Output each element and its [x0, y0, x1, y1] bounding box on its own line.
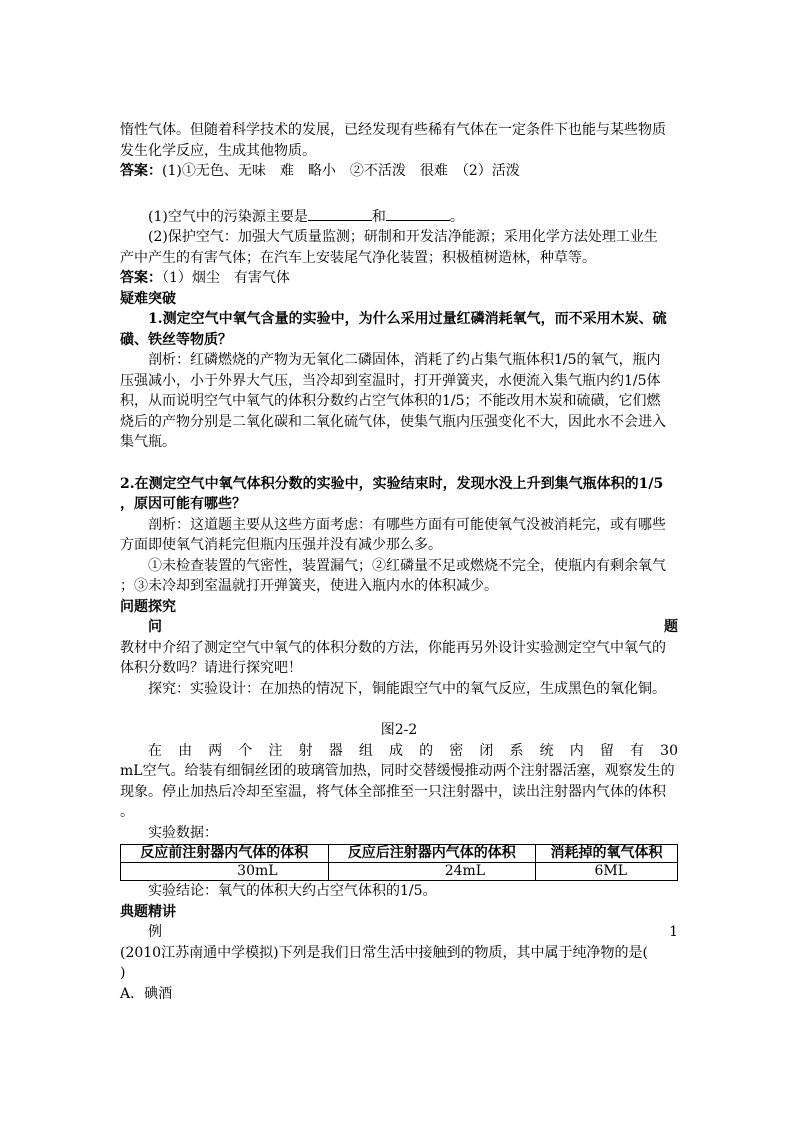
blank-2: [386, 206, 450, 221]
table-row: [121, 863, 678, 881]
table-header: 反应前注射器内气体的体积: [121, 845, 329, 863]
text-line: 集气瓶。: [120, 434, 176, 450]
text-line: 积，从而说明空气中氧气的体积分数约占空气体积的1/5；不能改用木炭和硫磺，它们燃: [120, 393, 661, 409]
question-line: [120, 206, 678, 228]
text-line: (2)保护空气：加强大气质量监测；研制和开发洁净能源；采用化学方法处理工业生: [148, 229, 658, 245]
spread-heading: [120, 617, 678, 638]
section-heading: 疑难突破: [120, 290, 176, 307]
section-heading: 问题探究: [120, 598, 176, 615]
table-header: 消耗掉的氧气体积: [536, 845, 678, 863]
text-line: 剖析：这道题主要从这些方面考虑：有哪些方面有可能使氧气没被消耗完，或有哪些: [148, 516, 666, 533]
question-heading: 磺、铁丝等物质？: [120, 331, 232, 348]
document-page: [120, 120, 678, 1004]
text-line: ): [120, 965, 126, 981]
text-line: 体积分数吗？请进行探究吧！: [120, 660, 302, 676]
text-line: 发生化学反应，生成其他物质。: [120, 142, 316, 159]
answer-line: [120, 161, 678, 182]
text-line: 实验数据：: [148, 824, 218, 841]
table-cell: 30mL: [121, 863, 329, 881]
question-heading: 2.在测定空气中氧气体积分数的实验中，实验结束时，发现水没上升到集气瓶体积的1/5: [120, 475, 664, 492]
table-cell: 24mL: [328, 863, 536, 881]
answer-label: 答案：: [120, 270, 162, 286]
table-header-row: [121, 845, 678, 863]
data-table: [120, 844, 678, 881]
text-line: mL空气。给装有细铜丝团的玻璃管加热，同时交替缓慢推动两个注射器活塞，观察发生的: [120, 763, 675, 779]
text-line: 现象。停止加热后冷却至室温，将气体全部推至一只注射器中，读出注射器内气体的体积: [120, 783, 666, 800]
answer-label: 答案：: [120, 163, 162, 179]
answer-text: (1)①无色、无味 难 略小 ②不活泼 很难 （2）活泼: [162, 163, 520, 179]
question-heading: ，原因可能有哪些？: [120, 496, 246, 512]
blank-1: [308, 206, 372, 221]
text-line: 压强减小，小于外界大气压，当冷却到室温时，打开弹簧夹，水便流入集气瓶内约1/5体: [120, 372, 661, 389]
text-line: (2010江苏南通中学模拟)下列是我们日常生活中接触到的物质，其中属于纯净物的是(: [120, 944, 649, 961]
question-text: (1)空气中的污染源主要是: [148, 208, 308, 225]
text-line: 探究：实验设计：在加热的情况下，铜能跟空气中的氧气反应，生成黑色的氧化铜。: [148, 680, 666, 697]
text-line: ①未检查装置的气密性，装置漏气；②红磷量不足或燃烧不完全，使瓶内有剩余氧气: [148, 557, 666, 574]
example-label: 例: [148, 924, 162, 940]
figure-caption: 图2-2: [380, 722, 418, 738]
table-cell: 6ML: [536, 863, 678, 881]
heading-char: 题: [664, 619, 678, 635]
text-line: 剖析：红磷燃烧的产物为无氧化二磷固体，消耗了约占集气瓶体积1/5的氧气，瓶内: [148, 352, 661, 368]
text-line: 实验结论：氧气的体积大约占空气体积的1/5。: [148, 883, 437, 899]
text-line: 方面即使氧气消耗完但瓶内压强并没有减少那么多。: [120, 537, 442, 553]
text-line: 。: [120, 804, 134, 820]
example-number: 1: [669, 924, 678, 940]
answer-text: （1）烟尘 有害气体: [162, 270, 290, 286]
heading-char: 问: [148, 619, 162, 635]
option-a: A．碘酒: [120, 985, 173, 1002]
text-line: 惰性气体。但随着科学技术的发展，已经发现有些稀有气体在一定条件下也能与某些物质: [120, 122, 666, 138]
text-line: 教材中介绍了测定空气中氧气的体积分数的方法，你能再另外设计实验测定空气中氧气的: [120, 639, 666, 656]
section-heading: 典题精讲: [120, 903, 176, 920]
question-text: 和: [371, 208, 386, 225]
text-line: 在由两个注射器组成的密闭系统内留有30: [148, 742, 678, 759]
example-heading: [120, 922, 678, 943]
text-line: 烧后的产物分别是二氧化碳和二氧化硫气体，使集气瓶内压强变化不大，因此水不会进入: [120, 413, 666, 430]
text-line: 产中产生的有害气体；在汽车上安装尾气净化装置；积极植树造林，种草等。: [120, 249, 596, 266]
question-heading: 1.测定空气中氧气含量的实验中，为什么采用过量红磷消耗氧气，而不采用木炭、硫: [148, 311, 667, 327]
question-text: 。: [449, 208, 464, 225]
text-line: ；③未冷却到室温就打开弹簧夹，使进入瓶内水的体积减少。: [120, 578, 498, 594]
answer-line: [120, 268, 678, 289]
table-header: 反应后注射器内气体的体积: [328, 845, 536, 863]
